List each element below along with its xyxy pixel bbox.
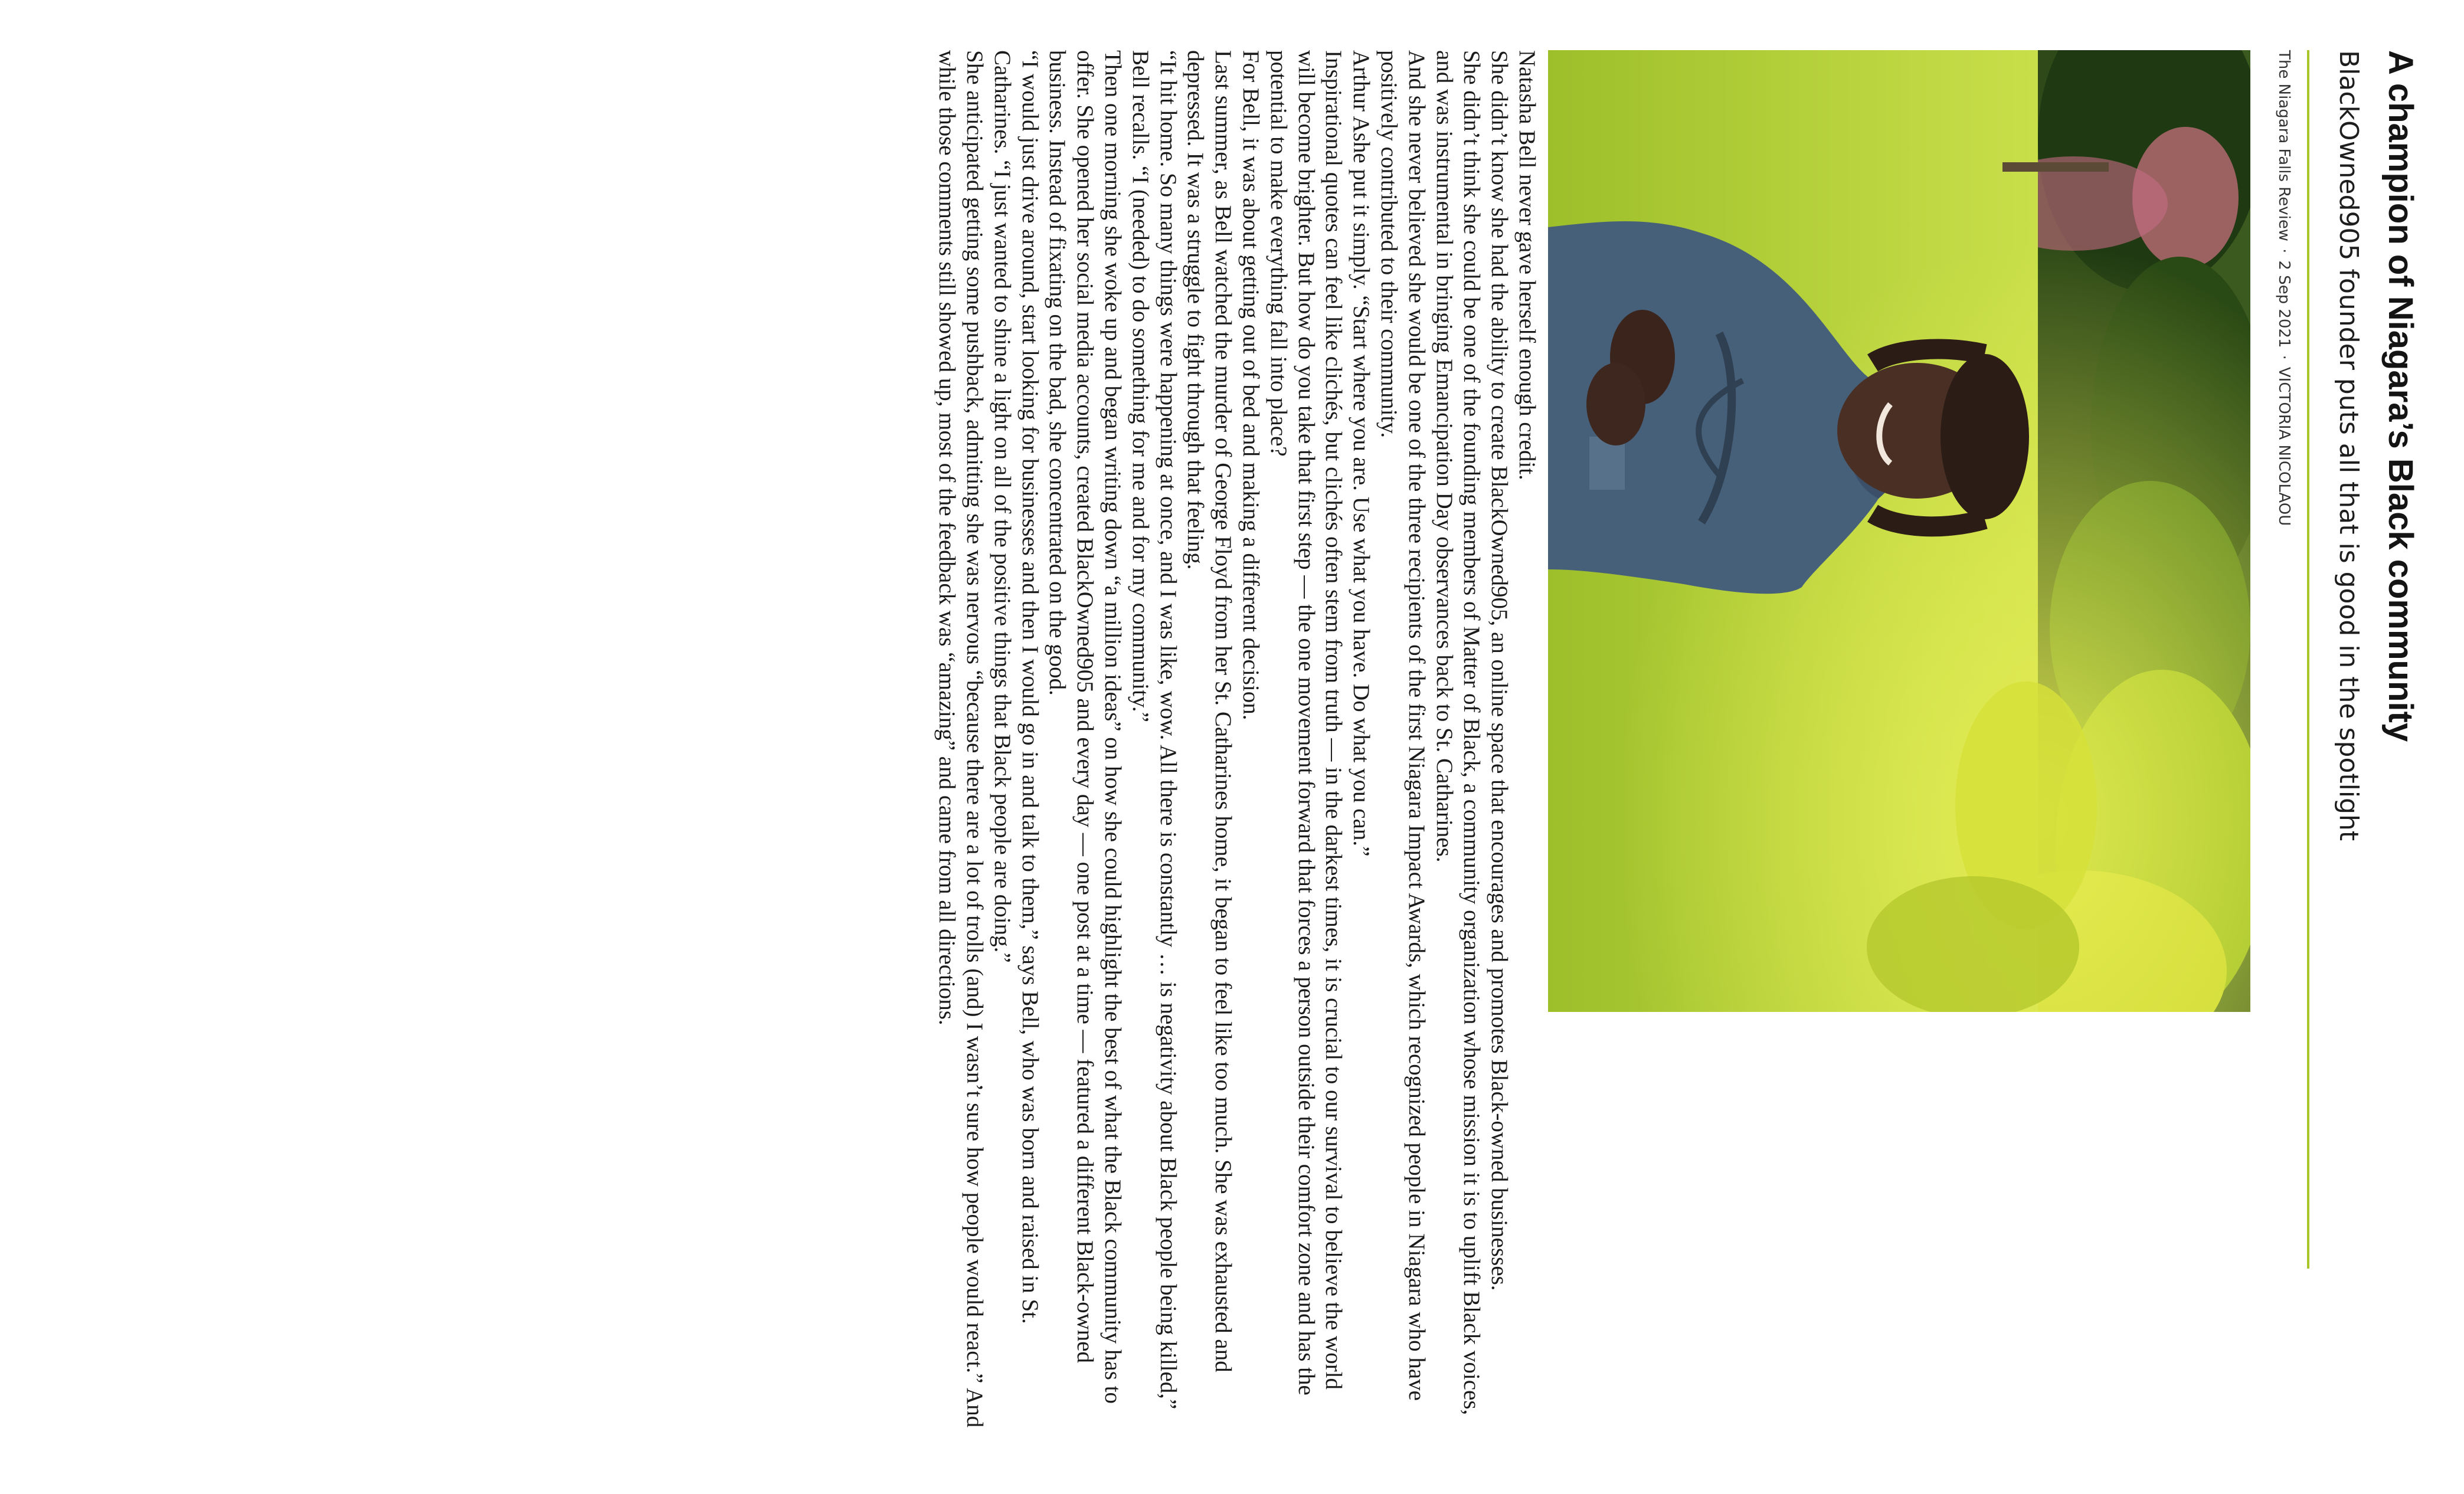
- body-paragraph: She anticipated getting some pushback, admitting she was nervous “because there are a lot of trolls (and) I wasn’t sure how people would react.” And while those comments still showed up, most of the feedback was “amazing” and came from all directions.: [934, 50, 988, 1428]
- byline: [2275, 50, 2293, 1230]
- body-paragraph: She didn’t know she had the ability to create BlackOwned905, an online space that encourages and promotes Black-owned businesses.: [1487, 50, 1513, 1291]
- body-paragraph: And she never believed she would be one of the three recipients of the first Niagara Impact Awards, which recognized people in Niagara who have positively contributed to their community.: [1376, 50, 1429, 1401]
- body-paragraph: She didn’t think she could be one of the founding members of Matter of Black, a community organization whose mission it is to uplift Black voices, and was instrumental in bringing Emancipation Day observances back to St. Catharines.: [1431, 50, 1485, 1416]
- article-body: [932, 50, 1540, 1431]
- portrait-photo: [1548, 50, 2250, 1012]
- body-paragraph: Inspirational quotes can feel like clichés, but clichés often stem from truth — in the darkest times, it is crucial to our survival to believe the world will become brighter. But how do you take that first step — the one movement forward that forces a person outside their comfort zone and has the potential to make everything fall into place?: [1265, 50, 1347, 1395]
- headline: A champion of Niagara’s Black community: [2381, 50, 2420, 742]
- body-paragraph: Last summer, as Bell watched the murder of George Floyd from her St. Catharines home, it began to feel like too much. She was exhausted and depressed. It was a struggle to fight through that feeling.: [1183, 50, 1236, 1372]
- publication-date: 2 Sep 2021: [2275, 260, 2293, 348]
- author-name: VICTORIA NICOLAOU: [2275, 366, 2293, 526]
- publication-name: The Niagara Falls Review: [2275, 50, 2293, 242]
- body-paragraph: Natasha Bell never gave herself enough credit.: [1514, 50, 1540, 480]
- body-paragraph: For Bell, it was about getting out of bed and making a different decision.: [1238, 50, 1264, 720]
- byline-separator: ·: [2275, 248, 2293, 254]
- byline-separator: ·: [2275, 355, 2293, 360]
- subheadline: BlackOwned905 founder puts all that is good in the spotlight: [2334, 50, 2364, 841]
- body-paragraph: “It hit home. So many things were happening at once, and I was like, wow. All there is constantly … is negativity about Black people being killed,” Bell recalls. “I (needed) to do something for me and for my community.”: [1127, 50, 1181, 1410]
- accent-rule: [2307, 50, 2309, 1269]
- body-paragraph: “I would just drive around, start looking for businesses and then I would go in and talk to them,” says Bell, who was born and raised in St. Catharines. “I just wanted to shine a light on all of the positive things that Black people are doing.”: [989, 50, 1043, 1324]
- body-paragraph: Arthur Ashe put it simply. “Start where you are. Use what you have. Do what you can.”: [1349, 50, 1375, 857]
- body-paragraph: Then one morning she woke up and began writing down “a million ideas” on how she could highlight the best of what the Black community has to offer. She opened her social media accounts, created BlackOwned905 and every day — one post at a time — featured a different Black-owned business. Instead of fixating on the bad, she concentrated on the good.: [1045, 50, 1126, 1404]
